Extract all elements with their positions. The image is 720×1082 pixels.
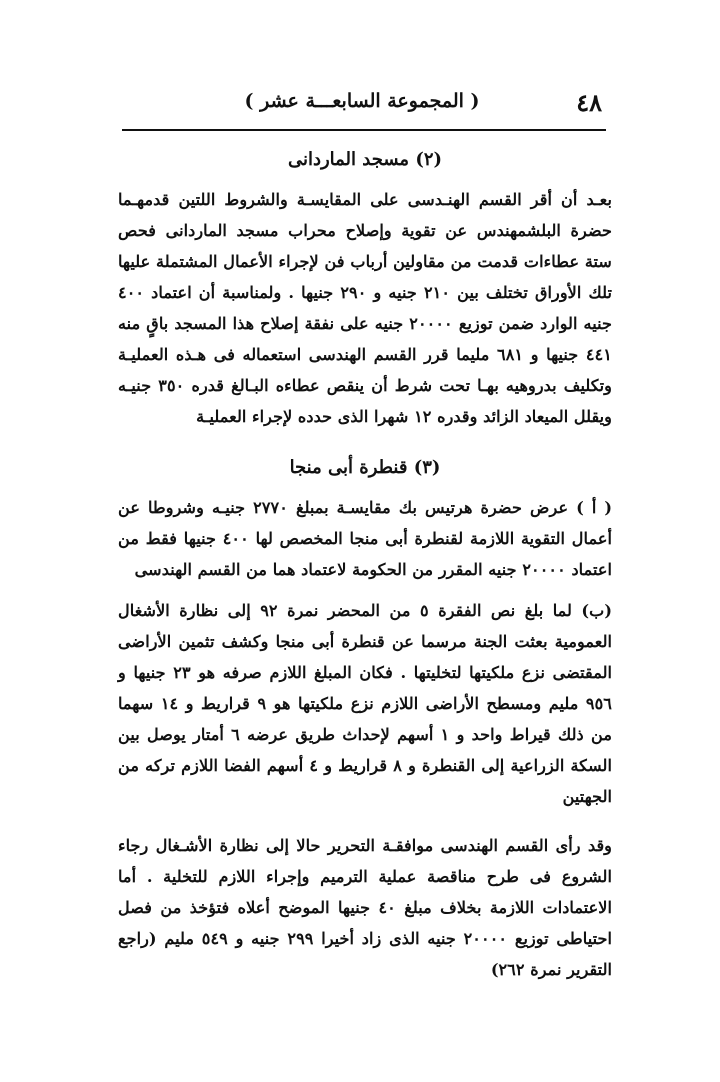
paragraph-abu-manga-a: ( أ ) عرض حضرة هرتيس بك مقايسـة بمبلغ ٢٧٧٠ جنيـه وشروطا عن أعمال التقوية اللازمة لقنطرة أبى منجا المخصص لها ٤٠٠ جنيها فقط من اعتماد ٢٠٠٠٠ جنيه المقرر من الحكومة لاعتماد هما من القسم الهندسى [118,498,612,579]
header-rule [122,129,606,131]
section-heading-abu-manga-bridge: (٣) قنطرة أبى منجا [289,457,441,478]
running-head [122,88,602,122]
section-heading-mardani-mosque: (٢) مسجد الماردانى [287,149,443,170]
page-number: ٤٨ [576,88,602,117]
spacer [118,812,612,830]
running-title: ( المجموعة السابعـــة عشر ) [244,90,480,112]
paragraph-abu-manga-c: وقد رأى القسم الهندسى موافقـة التحرير حالا إلى نظارة الأشـغال رجاء الشروع فى طرح مناقصة عملية الترميم وإجراء اللازم للتخلية . أما الاعتمادات اللازمة بخلاف مبلغ ٤٠ جنيها الموضح أعلاه فتؤخذ من فصل احتياطى توزيع ٢٠٠٠٠ جنيه الذى زاد أخيرا ٢٩٩ جنيه و ٥٤٩ مليم (راجع التقرير نمرة ٢٦٢) [118,836,612,979]
paragraph-abu-manga-b: (ب) لما بلغ نص الفقرة ٥ من المحضر نمرة ٩٢ إلى نظارة الأشغال العمومية بعثت الجنة مرسما عن قنطرة أبى منجا وكشف تثمين الأراضى المقتضى نزع ملكيتها لتخليتها . فكان المبلغ اللازم صرفه هو ٢٣ جنيها و ٩٥٦ مليم ومسطح الأراضى اللازم نزع ملكيتها هو ٩ قراريط و ١٤ سهما من ذلك قيراط واحد و ١ أسهم لإحداث طريق عرضه ٦ أمتار يوصل بين السكة الزراعية إلى القنطرة و ٨ قراريط و ٤ أسهم الفضا اللازم تركه من الجهتين [118,601,613,806]
spacer [118,432,612,450]
paragraph-mardani-mosque: بعـد أن أقر القسم الهنـدسى على المقايسـة والشروط اللتين قدمهـما حضرة البلشمهندس عن تقوية وإصلاح محراب مسجد الماردانى فحص ستة عطاءات قدمت من مقاولين أرباب فن لإجراء الأعمال المشتملة عليها تلك الأوراق تختلف بين ٢١٠ جنيه و ٢٩٠ جنيها . ولمناسبة أن اعتماد ٤٠٠ جنيه الوارد ضمن توزيع ٢٠٠٠٠ جنيه على نفقة إصلاح هذا المسجد باقٍ منه ٤٤١ جنيها و ٦٨١ مليما قرر القسم الهندسى استعماله فى هـذه العمليـة وتكليف بدروهيه بهـا تحت شرط أن ينقص عطاءه البـالغ قدره ٣٥٠ جنيـه ويقلل الميعاد الزائد وقدره ١٢ شهرا الذى حدده لإجراء العمليـة [118,190,612,426]
spacer [118,585,612,595]
body-text [118,142,612,985]
